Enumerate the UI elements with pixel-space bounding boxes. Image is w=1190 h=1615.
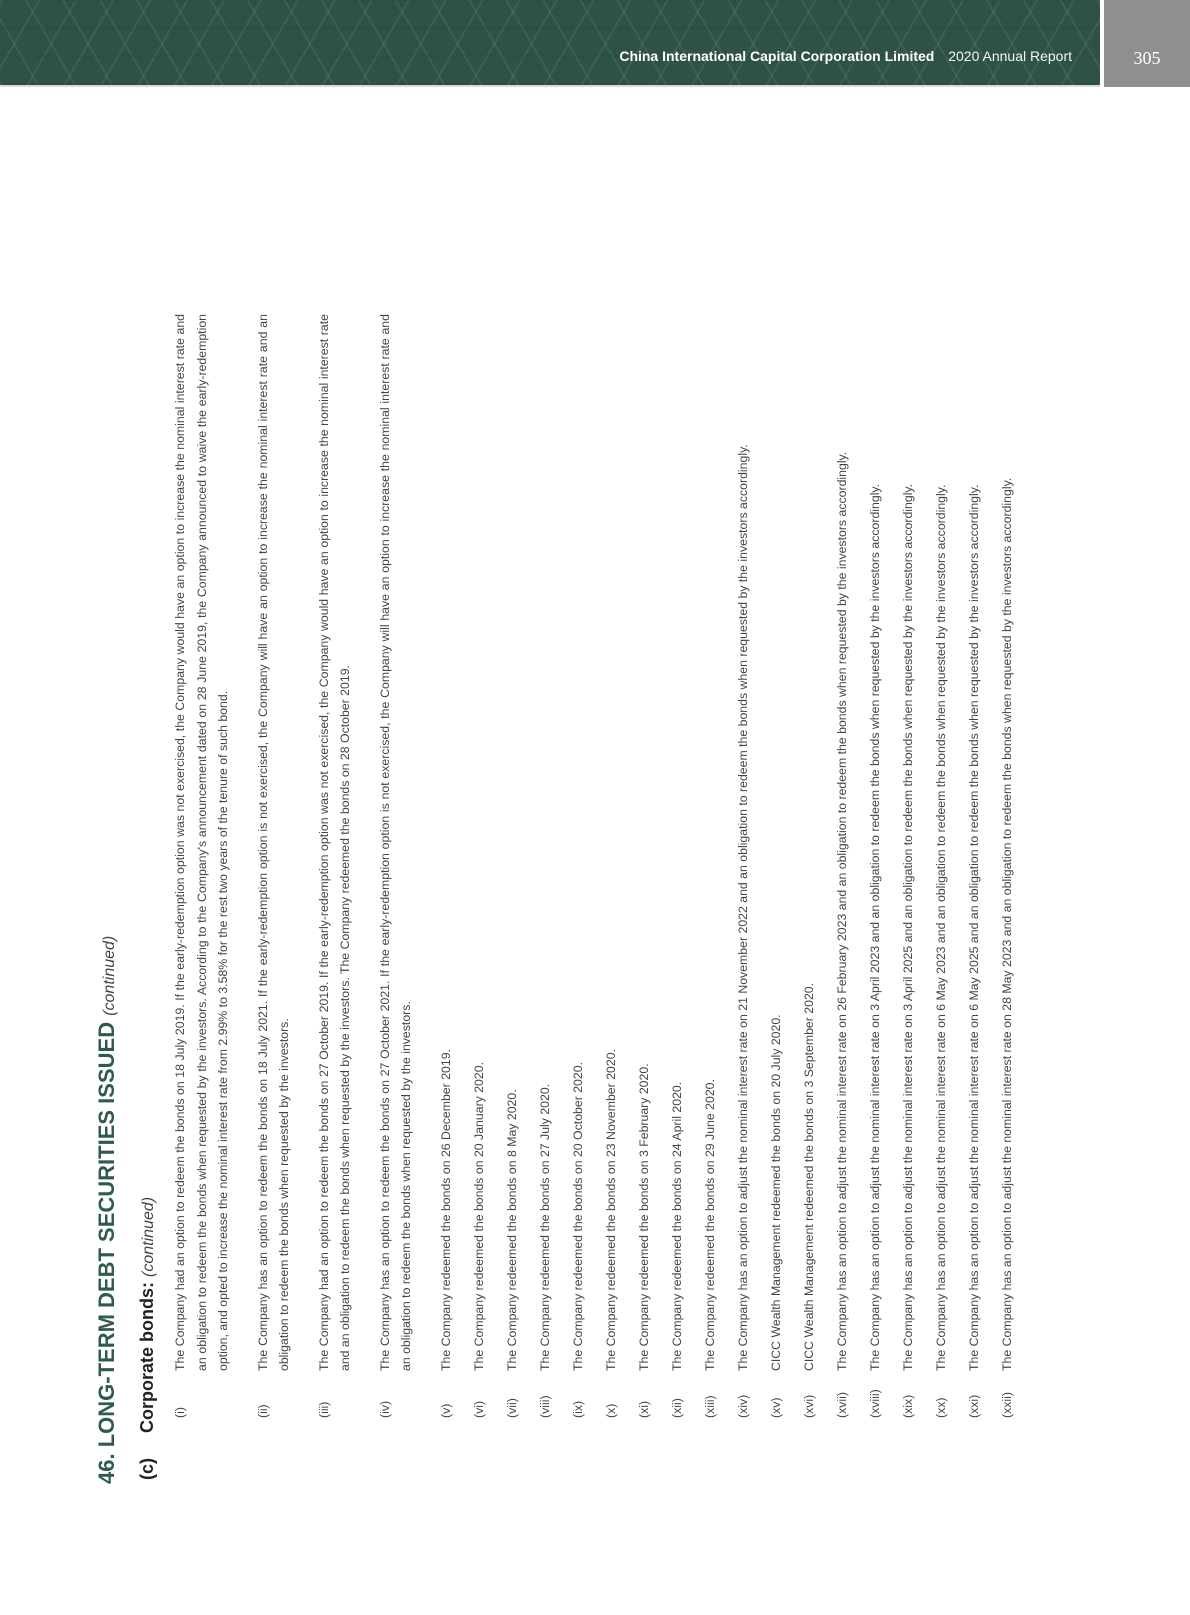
item-number: (xxii): [999, 1392, 1014, 1418]
list-item: [535, 274, 557, 1484]
item-text: The Company had an option to redeem the bonds on 27 October 2019. If the early-redemption option was not exercised, the Company would have an option to increase the nominal interest rate and an obligation to redeem the bonds when requested by the investors. The Company redeemed the bonds on 28 October 2019.: [316, 314, 352, 1371]
item-text: The Company has an option to adjust the nominal interest rate on 6 May 2025 and an obligation to redeem the bonds when requested by the investors accordingly.: [966, 484, 981, 1371]
list-item: [997, 274, 1019, 1484]
item-text: The Company redeemed the bonds on 20 October 2020.: [570, 1062, 585, 1371]
item-text: The Company has an option to redeem the bonds on 27 October 2021. If the early-redemption option is not exercised, the Company will have an option to increase the nominal interest rate and an obligation to redeem the bonds when requested by the investors.: [377, 314, 413, 1371]
item-text: The Company has an option to adjust the nominal interest rate on 6 May 2023 and an obligation to redeem the bonds when requested by the investors accordingly.: [933, 484, 948, 1371]
list-item: [733, 274, 755, 1484]
note-title: [92, 274, 122, 1484]
list-item: [253, 274, 296, 1484]
item-number: (i): [173, 1407, 187, 1418]
list-item: [667, 274, 689, 1484]
item-number: (xviii): [867, 1389, 882, 1418]
section-label: (c): [137, 1458, 157, 1480]
note-number: 46.: [94, 1453, 119, 1484]
list-item: [931, 274, 953, 1484]
list-item: [375, 274, 418, 1484]
item-text: The Company has an option to redeem the bonds on 18 July 2021. If the early-redemption option is not exercised, the Company will have an option to increase the nominal interest rate and an obligation to redeem the bonds when requested by the investors.: [255, 314, 291, 1371]
note-continued: (continued): [101, 935, 118, 1016]
item-text: The Company redeemed the bonds on 29 June 2020.: [702, 1079, 717, 1371]
list-item: [170, 274, 235, 1484]
item-text: The Company has an option to adjust the nominal interest rate on 3 April 2023 and an obligation to redeem the bonds when requested by the investors accordingly.: [867, 483, 882, 1371]
list-item: [964, 274, 986, 1484]
list-item: [502, 274, 524, 1484]
page-number-tab: [1104, 0, 1190, 87]
item-number: (iv): [377, 1400, 392, 1418]
list-item: [865, 274, 887, 1484]
item-number: (xv): [768, 1397, 783, 1418]
list-item: [568, 274, 590, 1484]
item-text: CICC Wealth Management redeemed the bonds on 20 July 2020.: [768, 1014, 783, 1371]
list-item: [436, 274, 458, 1484]
item-number: (vi): [471, 1400, 486, 1418]
item-number: (xiii): [702, 1395, 717, 1418]
item-number: (xii): [669, 1398, 684, 1418]
header-divider: [0, 85, 1100, 87]
list-item: [832, 274, 854, 1484]
item-number: (vii): [504, 1398, 519, 1418]
item-text: The Company redeemed the bonds on 24 April 2020.: [669, 1081, 684, 1371]
item-text: CICC Wealth Management redeemed the bonds on 3 September 2020.: [801, 982, 816, 1371]
item-text: The Company redeemed the bonds on 8 May 2020.: [504, 1089, 519, 1371]
list-item: [314, 274, 357, 1484]
item-number: (ii): [255, 1404, 270, 1418]
item-number: (xvi): [801, 1394, 816, 1418]
list-item: [898, 274, 920, 1484]
item-text: The Company redeemed the bonds on 27 July 2020.: [537, 1083, 552, 1371]
section-continued: (continued): [140, 1196, 157, 1277]
running-header: [619, 48, 1072, 64]
item-number: (viii): [537, 1395, 552, 1418]
footnote-list: [170, 274, 1018, 1484]
rotated-content: [92, 274, 1030, 1484]
item-number: (xx): [933, 1397, 948, 1418]
list-item: [799, 274, 821, 1484]
section-title: Corporate bonds:: [137, 1281, 157, 1433]
item-text: The Company has an option to adjust the nominal interest rate on 26 February 2023 and an obligation to redeem the bonds when requested by the investors accordingly.: [834, 451, 849, 1371]
item-text: The Company redeemed the bonds on 23 November 2020.: [603, 1049, 618, 1371]
item-number: (xi): [636, 1400, 651, 1418]
item-text: The Company has an option to adjust the nominal interest rate on 3 April 2025 and an obligation to redeem the bonds when requested by the investors accordingly.: [900, 483, 915, 1371]
note-title-text: LONG-TERM DEBT SECURITIES ISSUED: [94, 1021, 119, 1448]
item-text: The Company has an option to adjust the nominal interest rate on 21 November 2022 and an obligation to redeem the bonds when requested by the investors accordingly.: [735, 444, 750, 1371]
list-item: [469, 274, 491, 1484]
report-name: 2020 Annual Report: [948, 48, 1072, 64]
list-item: [601, 274, 623, 1484]
item-number: (ix): [570, 1400, 585, 1418]
list-item: [700, 274, 722, 1484]
item-text: The Company redeemed the bonds on 26 December 2019.: [438, 1049, 453, 1371]
section-heading: [132, 274, 162, 1480]
company-name: China International Capital Corporation Limited: [619, 48, 935, 64]
item-text: The Company had an option to redeem the bonds on 18 July 2019. If the early-redemption option was not exercised, the Company would have an option to increase the nominal interest rate and an obligation to redeem the bonds when requested by the investors. According to the Company's announcement dated on 28 June 2019, the Company announced to waive the early-redemption option, and opted to increase the nominal interest rate from 2.99% to 3.58% for the rest two years of the tenure of such bond.: [173, 314, 230, 1371]
item-number: (xiv): [735, 1394, 750, 1418]
list-item: [766, 274, 788, 1484]
item-number: (v): [438, 1403, 453, 1418]
item-text: The Company redeemed the bonds on 20 January 2020.: [471, 1062, 486, 1371]
item-text: The Company has an option to adjust the nominal interest rate on 28 May 2023 and an obligation to redeem the bonds when requested by the investors accordingly.: [999, 477, 1014, 1371]
page-number: 305: [1133, 48, 1161, 68]
item-number: (x): [603, 1403, 618, 1418]
item-number: (xix): [900, 1394, 915, 1418]
item-number: (xxi): [966, 1394, 981, 1418]
item-number: (xvii): [834, 1392, 849, 1418]
list-item: [634, 274, 656, 1484]
item-number: (iii): [316, 1401, 331, 1418]
item-text: The Company redeemed the bonds on 3 February 2020.: [636, 1063, 651, 1371]
header-band: [0, 0, 1100, 85]
